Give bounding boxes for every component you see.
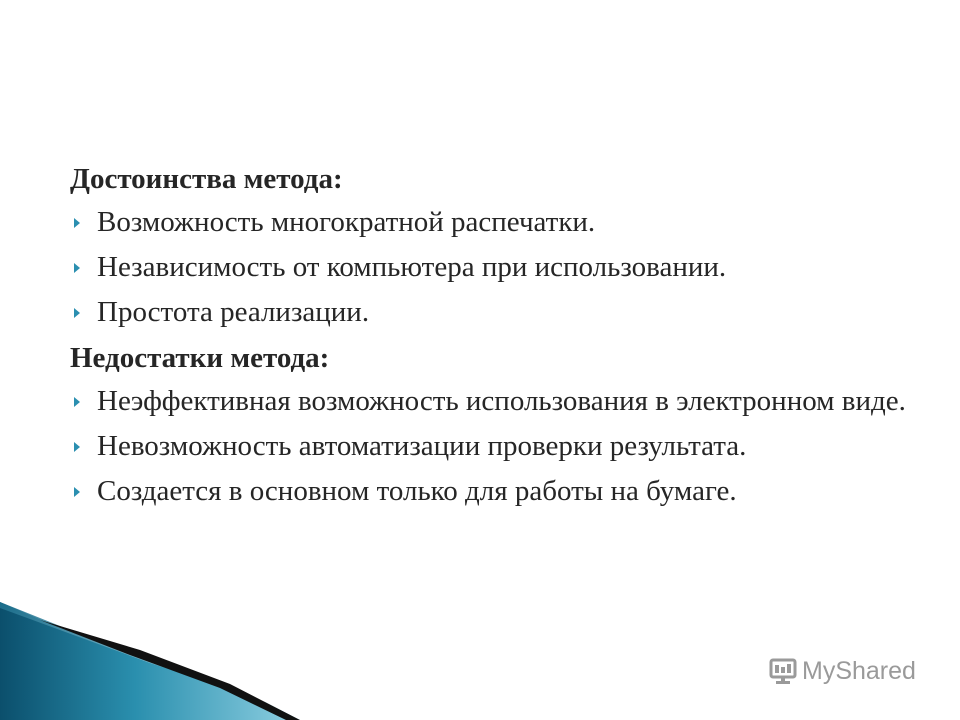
list-item (70, 294, 930, 331)
list-item-text: Неэффективная возможность использования в электронном виде. (97, 385, 906, 417)
list-item-text: Создается в основном только для работы на бумаге. (97, 475, 737, 507)
triangle-bullet-icon (74, 218, 80, 228)
list-item-text: Простота реализации. (97, 296, 370, 328)
triangle-bullet-icon (74, 308, 80, 318)
triangle-bullet-icon (74, 397, 80, 407)
advantages-list (70, 204, 930, 331)
disadvantages-list (70, 383, 930, 510)
advantages-heading: Достоинства метода: (70, 163, 343, 195)
presentation-screen-icon (768, 656, 798, 686)
watermark-text: MyShared (802, 656, 916, 685)
slide-content (70, 160, 930, 518)
list-item (70, 473, 930, 510)
list-item-text: Невозможность автоматизации проверки результата. (97, 430, 747, 462)
list-item (70, 383, 930, 420)
list-item-text: Возможность многократной распечатки. (97, 206, 596, 238)
list-item (70, 249, 930, 286)
triangle-bullet-icon (74, 263, 80, 273)
myshared-watermark (768, 656, 916, 686)
triangle-bullet-icon (74, 442, 80, 452)
disadvantages-heading: Недостатки метода: (70, 342, 330, 374)
triangle-bullet-icon (74, 487, 80, 497)
list-item (70, 428, 930, 465)
list-item (70, 204, 930, 241)
list-item-text: Независимость от компьютера при использовании. (97, 251, 727, 283)
